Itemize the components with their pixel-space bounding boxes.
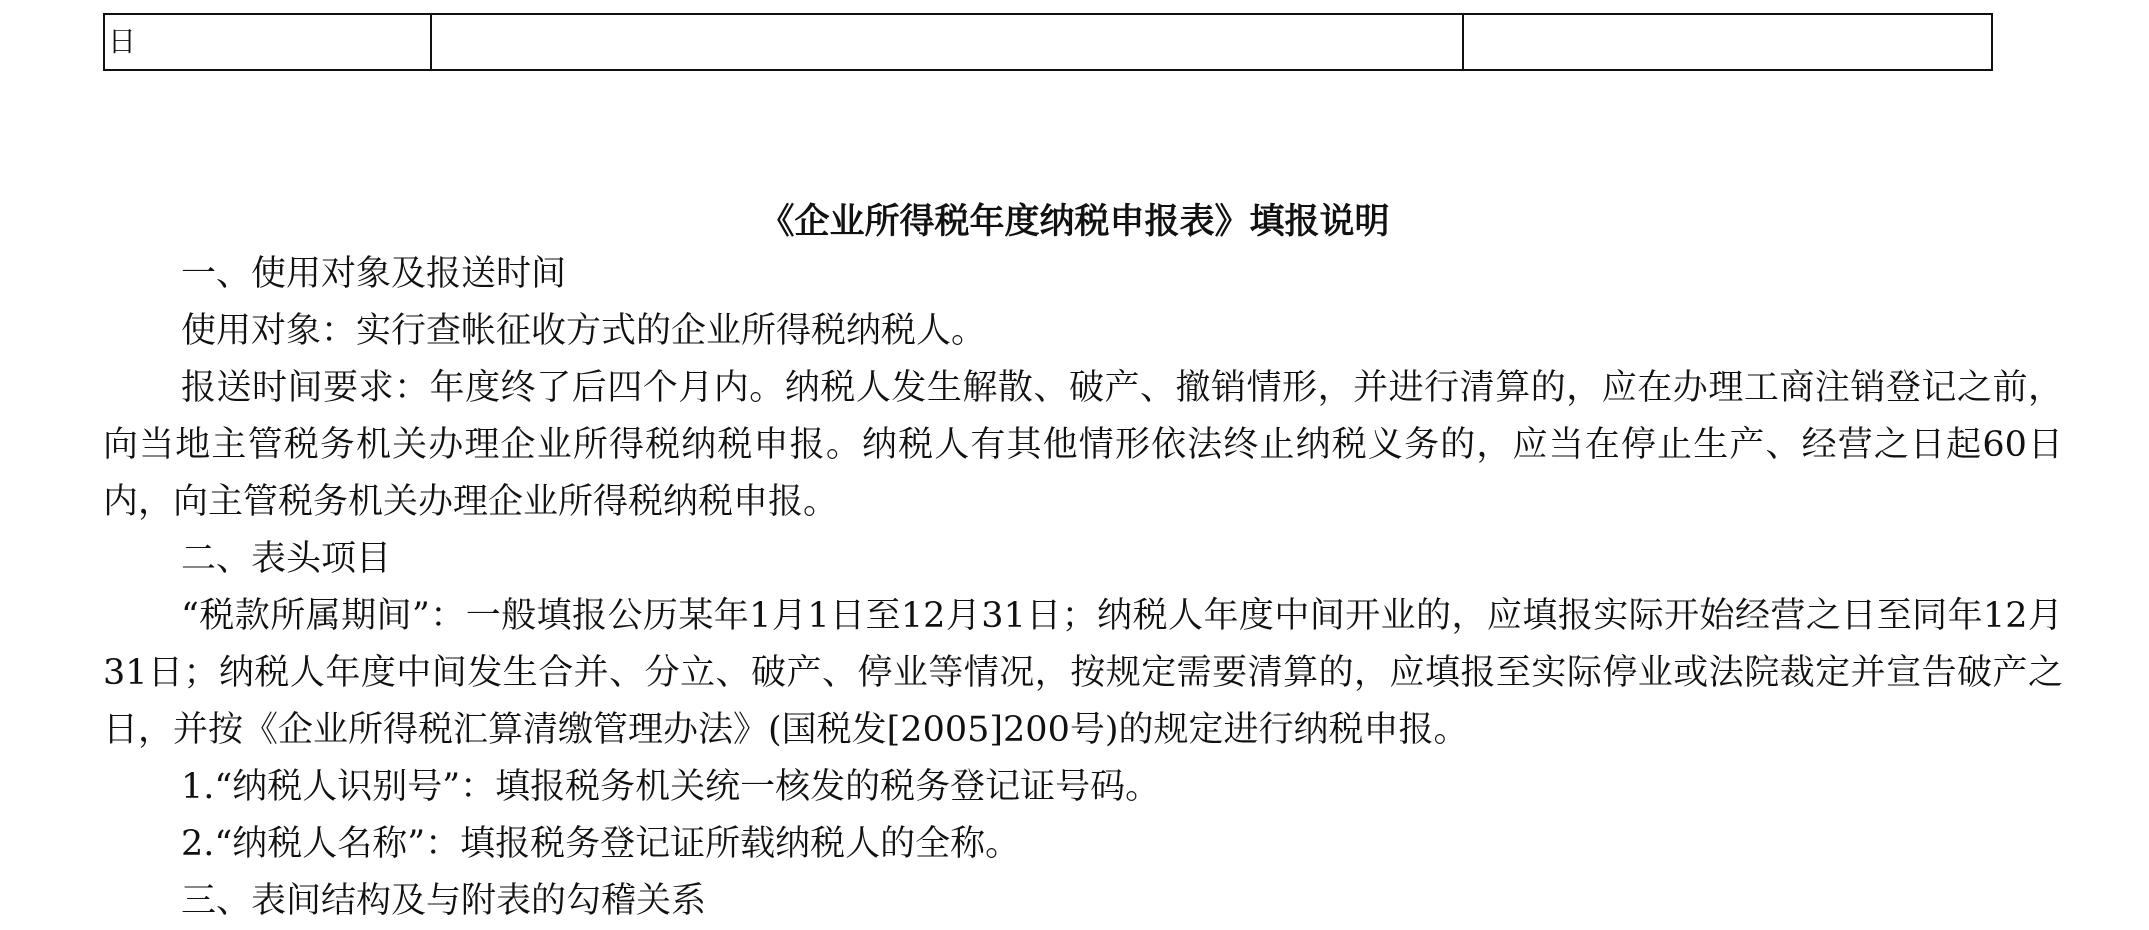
table-cell: 日 (104, 14, 431, 70)
paragraph-submission-time: 报送时间要求：年度终了后四个月内。纳税人发生解散、破产、撤销情形，并进行清算的，应在办理工商注销登记之前，向当地主管税务机关办理企业所得税纳税申报。纳税人有其他情形依法终止纳税义务的，应当在停止生产、经营之日起60日内，向主管税务机关办理企业所得税纳税申报。 (103, 368, 2063, 522)
table-row (104, 14, 1992, 70)
table-cell (431, 14, 1463, 70)
paragraph-taxpayer-name: 2.“纳税人名称”：填报税务登记证所载纳税人的全称。 (181, 824, 1021, 864)
paragraph-taxpayer-id: 1.“纳税人识别号”：填报税务机关统一核发的税务登记证号码。 (181, 767, 1161, 807)
section-heading-usage: 一、使用对象及报送时间 (181, 254, 567, 294)
paragraph-usage-target: 使用对象：实行查帐征收方式的企业所得税纳税人。 (181, 311, 987, 351)
paragraph-tax-period: “税款所属期间”：一般填报公历某年1月1日至12月31日；纳税人年度中间开业的，应填报实际开始经营之日至同年12月31日；纳税人年度中间发生合并、分立、破产、停业等情况，按规定需要清算的，应填报至实际停业或法院裁定并宣告破产之日，并按《企业所得税汇算清缴管理办法》(国税发[2005]200号)的规定进行纳税申报。 (103, 596, 2063, 750)
table-cell (1463, 14, 1992, 70)
section-heading-header-items: 二、表头项目 (181, 539, 392, 579)
document-body (103, 246, 2063, 930)
document-title: 《企业所得税年度纳税申报表》填报说明 (759, 201, 1390, 242)
top-table (103, 13, 1993, 71)
section-heading-table-structure: 三、表间结构及与附表的勾稽关系 (181, 881, 707, 921)
